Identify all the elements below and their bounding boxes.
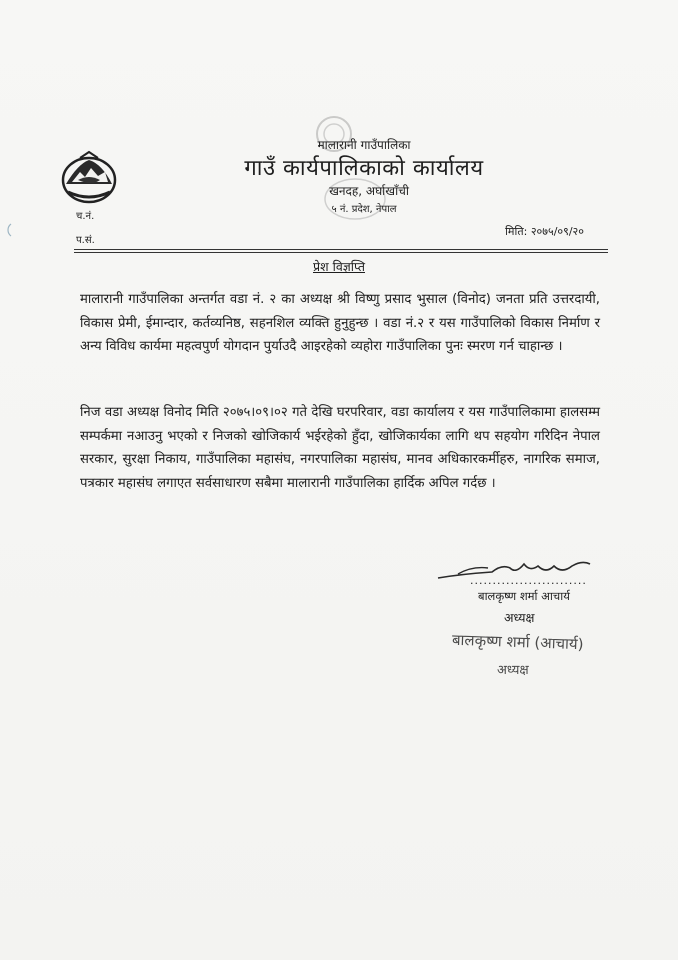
office-place: खनदह, अर्घाखाँची (329, 184, 409, 198)
signatory-title: अध्यक्ष (504, 610, 535, 625)
body-paragraph-1: मालारानी गाउँपालिका अन्तर्गत वडा नं. २ का अध्यक्ष श्री विष्णु प्रसाद भुसाल (विनोद) जनता प्रति उत्तरदायी, विकास प्रेमी, ईमान्दार, कर्तव्यनिष्ठ, सहनशिल व्यक्ति हुनुहुन्छ । वडा नं.२ र यस गाउँपालिको विकास निर्माण र अन्य विविध कार्यमा महत्वपुर्ण योगदान पुर्याउदै आइरहेको व्यहोरा गाउँपालिका पुनः स्मरण गर्न चाहान्छ । (80, 292, 600, 355)
office-address: ५ नं. प्रदेश, नेपाल (331, 204, 397, 215)
scan-artifact-icon (4, 222, 18, 238)
name-stamp: बालकृष्ण शर्मा (आचार्य) (451, 630, 584, 654)
office-title: गाउँ कार्यपालिकाको कार्यालय (244, 156, 484, 181)
municipality-name: मालारानी गाउँपालिका (317, 138, 411, 152)
body-paragraph-2: निज वडा अध्यक्ष विनोद मिति २०७५।०९।०२ गते देखि घरपरिवार, वडा कार्यालय र यस गाउँपालिकामा हालसम्म सम्पर्कमा नआउनु भएको र निजको खोजिकार्य भईरहेको हुँदा, खोजिकार्यका लागि थप सहयोग गरिदिन नेपाल सरकार, सुरक्षा निकाय, गाउँपालिका महासंघ, नगरपालिका महासंघ, मानव अधिकारकर्मीहरु, नागरिक समाज, पत्रकार महासंघ लगाएत सर्वसाधारण सबैमा मालारानी गाउँपालिका हार्दिक अपिल गर्दछ । (80, 405, 600, 491)
title-stamp: अध्यक्ष (497, 663, 529, 678)
press-release-heading: प्रेश विज्ञप्ति (313, 259, 365, 274)
pa-sa-label: प.सं. (76, 235, 95, 246)
signature-line: .......................... (470, 574, 587, 587)
cha-na-label: च.नं. (76, 211, 95, 222)
letter-date: मिति: २०७५/०९/२० (505, 225, 584, 238)
header-divider-second (74, 252, 608, 253)
signatory-name: बालकृष्ण शर्मा आचार्य (478, 589, 570, 603)
header-divider (74, 249, 608, 250)
